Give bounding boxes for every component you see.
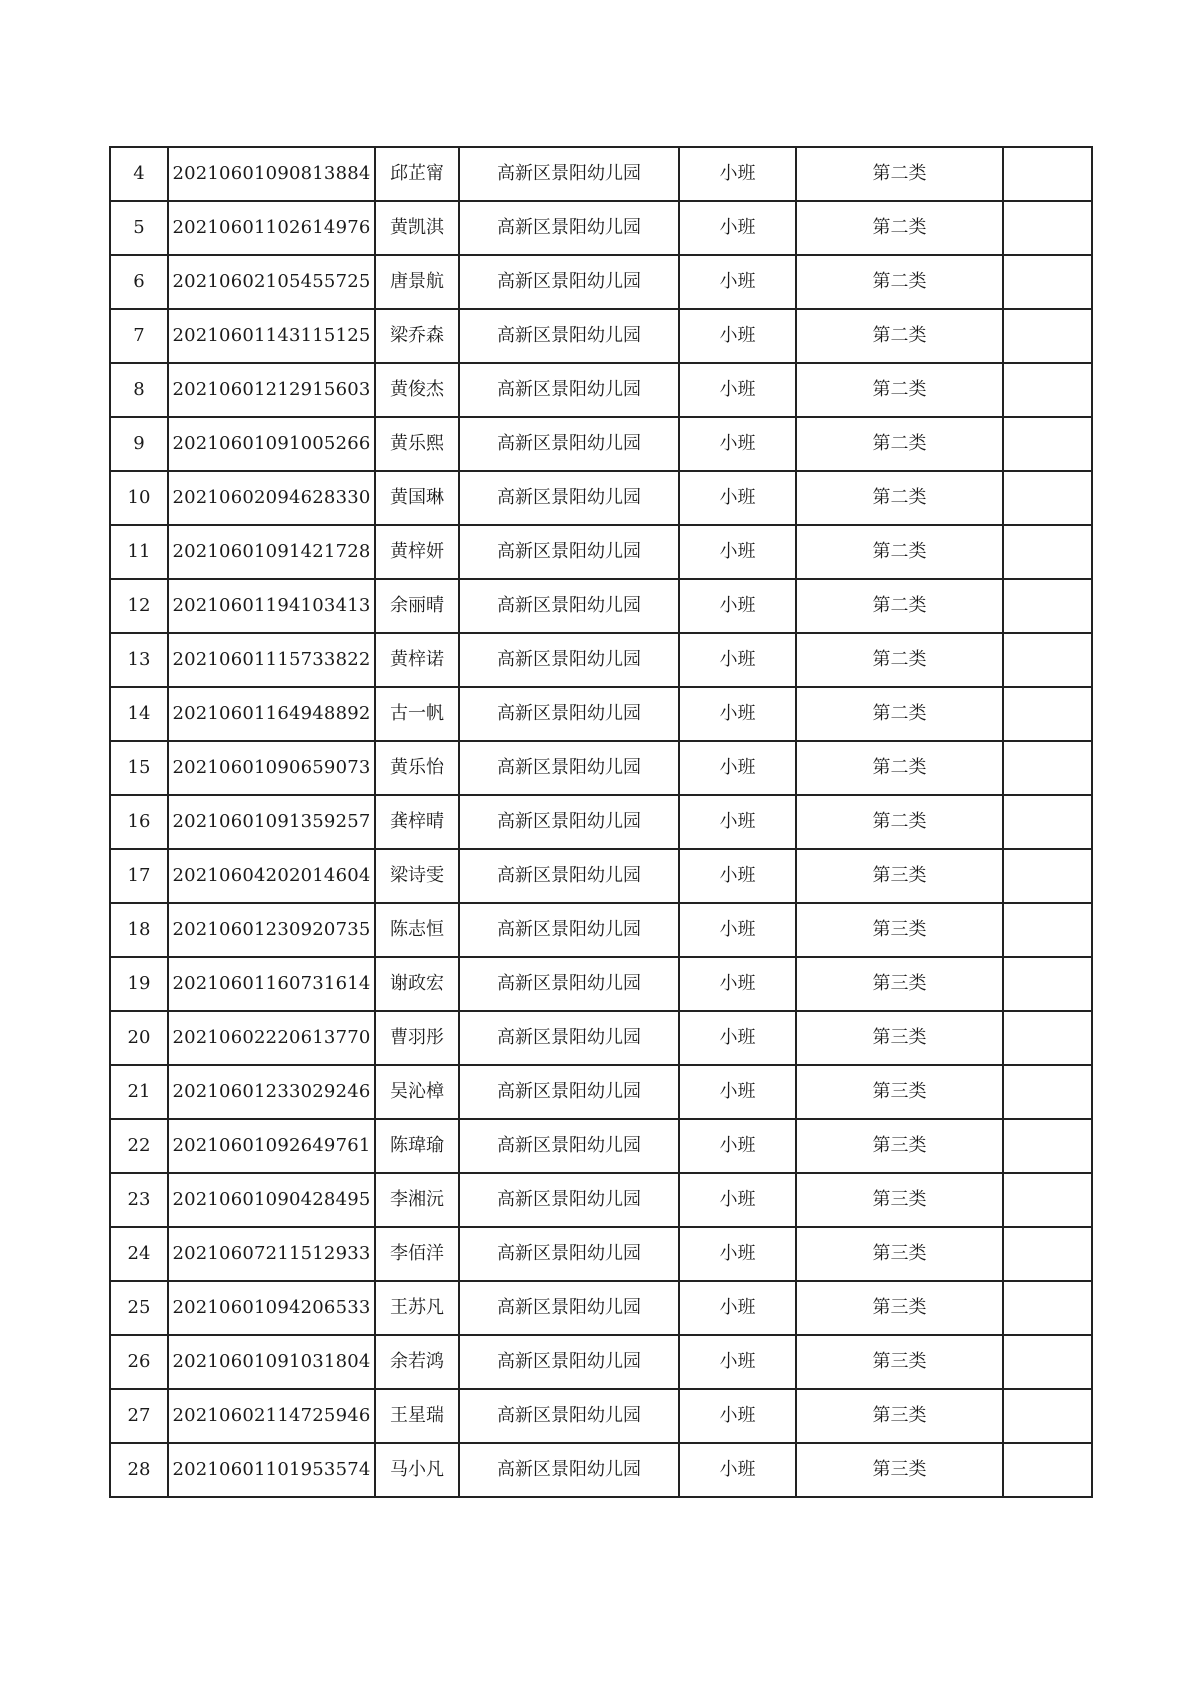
kindergarten-name: 高新区景阳幼儿园 [459, 363, 679, 417]
application-id: 20210601090428495 [168, 1173, 375, 1227]
child-name: 曹羽彤 [375, 1011, 459, 1065]
table-row [110, 1011, 1092, 1065]
admission-category: 第二类 [796, 255, 1003, 309]
class-level: 小班 [679, 417, 796, 471]
application-id: 20210601091421728 [168, 525, 375, 579]
child-name: 梁乔森 [375, 309, 459, 363]
kindergarten-name: 高新区景阳幼儿园 [459, 417, 679, 471]
row-number: 10 [110, 471, 168, 525]
admission-category: 第二类 [796, 525, 1003, 579]
application-id: 20210601101953574 [168, 1443, 375, 1497]
row-number: 7 [110, 309, 168, 363]
child-name: 陈志恒 [375, 903, 459, 957]
child-name: 李佰洋 [375, 1227, 459, 1281]
class-level: 小班 [679, 1065, 796, 1119]
application-id: 20210601194103413 [168, 579, 375, 633]
admission-category: 第三类 [796, 1335, 1003, 1389]
admission-category: 第三类 [796, 1173, 1003, 1227]
child-name: 邱芷甯 [375, 147, 459, 201]
application-id: 20210601230920735 [168, 903, 375, 957]
class-level: 小班 [679, 795, 796, 849]
remarks [1003, 1281, 1092, 1335]
class-level: 小班 [679, 1119, 796, 1173]
child-name: 谢政宏 [375, 957, 459, 1011]
table-row [110, 1389, 1092, 1443]
remarks [1003, 309, 1092, 363]
application-id: 20210601091359257 [168, 795, 375, 849]
application-id: 20210601094206533 [168, 1281, 375, 1335]
enrollment-table [109, 146, 1093, 1498]
row-number: 11 [110, 525, 168, 579]
class-level: 小班 [679, 471, 796, 525]
row-number: 14 [110, 687, 168, 741]
admission-category: 第二类 [796, 147, 1003, 201]
class-level: 小班 [679, 525, 796, 579]
table-row [110, 849, 1092, 903]
kindergarten-name: 高新区景阳幼儿园 [459, 1389, 679, 1443]
application-id: 20210601091031804 [168, 1335, 375, 1389]
remarks [1003, 471, 1092, 525]
row-number: 28 [110, 1443, 168, 1497]
remarks [1003, 147, 1092, 201]
class-level: 小班 [679, 1011, 796, 1065]
class-level: 小班 [679, 1227, 796, 1281]
remarks [1003, 1173, 1092, 1227]
remarks [1003, 525, 1092, 579]
application-id: 20210601091005266 [168, 417, 375, 471]
application-id: 20210601090813884 [168, 147, 375, 201]
child-name: 龚梓晴 [375, 795, 459, 849]
remarks [1003, 1389, 1092, 1443]
table-row [110, 579, 1092, 633]
child-name: 吴沁樟 [375, 1065, 459, 1119]
row-number: 21 [110, 1065, 168, 1119]
row-number: 13 [110, 633, 168, 687]
kindergarten-name: 高新区景阳幼儿园 [459, 1227, 679, 1281]
admission-category: 第三类 [796, 957, 1003, 1011]
row-number: 5 [110, 201, 168, 255]
kindergarten-name: 高新区景阳幼儿园 [459, 471, 679, 525]
table-row [110, 633, 1092, 687]
application-id: 20210601092649761 [168, 1119, 375, 1173]
table-row [110, 363, 1092, 417]
application-id: 20210601143115125 [168, 309, 375, 363]
class-level: 小班 [679, 1173, 796, 1227]
row-number: 9 [110, 417, 168, 471]
class-level: 小班 [679, 849, 796, 903]
row-number: 23 [110, 1173, 168, 1227]
kindergarten-name: 高新区景阳幼儿园 [459, 309, 679, 363]
application-id: 20210601164948892 [168, 687, 375, 741]
application-id: 20210601233029246 [168, 1065, 375, 1119]
row-number: 17 [110, 849, 168, 903]
admission-category: 第二类 [796, 579, 1003, 633]
remarks [1003, 687, 1092, 741]
kindergarten-name: 高新区景阳幼儿园 [459, 903, 679, 957]
child-name: 黄国琳 [375, 471, 459, 525]
kindergarten-name: 高新区景阳幼儿园 [459, 633, 679, 687]
admission-category: 第二类 [796, 417, 1003, 471]
admission-category: 第三类 [796, 903, 1003, 957]
table-row [110, 903, 1092, 957]
child-name: 黄梓妍 [375, 525, 459, 579]
application-id: 20210601160731614 [168, 957, 375, 1011]
admission-category: 第二类 [796, 201, 1003, 255]
table-row [110, 201, 1092, 255]
table-row [110, 1281, 1092, 1335]
table-row [110, 1443, 1092, 1497]
child-name: 陈瑋瑜 [375, 1119, 459, 1173]
table-row [110, 957, 1092, 1011]
class-level: 小班 [679, 201, 796, 255]
admission-category: 第三类 [796, 1443, 1003, 1497]
application-id: 20210601090659073 [168, 741, 375, 795]
table-row [110, 525, 1092, 579]
admission-category: 第三类 [796, 1119, 1003, 1173]
kindergarten-name: 高新区景阳幼儿园 [459, 255, 679, 309]
admission-category: 第二类 [796, 309, 1003, 363]
row-number: 25 [110, 1281, 168, 1335]
kindergarten-name: 高新区景阳幼儿园 [459, 147, 679, 201]
kindergarten-name: 高新区景阳幼儿园 [459, 1119, 679, 1173]
admission-category: 第三类 [796, 849, 1003, 903]
table-row [110, 741, 1092, 795]
table-row [110, 795, 1092, 849]
kindergarten-name: 高新区景阳幼儿园 [459, 1335, 679, 1389]
row-number: 18 [110, 903, 168, 957]
admission-category: 第二类 [796, 795, 1003, 849]
class-level: 小班 [679, 579, 796, 633]
class-level: 小班 [679, 1443, 796, 1497]
row-number: 27 [110, 1389, 168, 1443]
application-id: 20210601115733822 [168, 633, 375, 687]
child-name: 王星瑞 [375, 1389, 459, 1443]
row-number: 6 [110, 255, 168, 309]
child-name: 马小凡 [375, 1443, 459, 1497]
child-name: 王苏凡 [375, 1281, 459, 1335]
table-row [110, 309, 1092, 363]
class-level: 小班 [679, 1389, 796, 1443]
admission-category: 第三类 [796, 1065, 1003, 1119]
table-row [110, 255, 1092, 309]
table-row [110, 147, 1092, 201]
row-number: 4 [110, 147, 168, 201]
admission-category: 第二类 [796, 687, 1003, 741]
class-level: 小班 [679, 633, 796, 687]
application-id: 20210602105455725 [168, 255, 375, 309]
application-id: 20210602114725946 [168, 1389, 375, 1443]
remarks [1003, 255, 1092, 309]
class-level: 小班 [679, 1281, 796, 1335]
application-id: 20210604202014604 [168, 849, 375, 903]
application-id: 20210602094628330 [168, 471, 375, 525]
table-row [110, 1173, 1092, 1227]
remarks [1003, 849, 1092, 903]
remarks [1003, 417, 1092, 471]
table-row [110, 471, 1092, 525]
kindergarten-name: 高新区景阳幼儿园 [459, 1443, 679, 1497]
remarks [1003, 795, 1092, 849]
admission-category: 第三类 [796, 1389, 1003, 1443]
row-number: 20 [110, 1011, 168, 1065]
kindergarten-name: 高新区景阳幼儿园 [459, 525, 679, 579]
application-id: 20210602220613770 [168, 1011, 375, 1065]
application-id: 20210607211512933 [168, 1227, 375, 1281]
class-level: 小班 [679, 957, 796, 1011]
remarks [1003, 1011, 1092, 1065]
row-number: 26 [110, 1335, 168, 1389]
child-name: 余丽晴 [375, 579, 459, 633]
application-id: 20210601212915603 [168, 363, 375, 417]
class-level: 小班 [679, 1335, 796, 1389]
class-level: 小班 [679, 687, 796, 741]
kindergarten-name: 高新区景阳幼儿园 [459, 1173, 679, 1227]
class-level: 小班 [679, 255, 796, 309]
admission-category: 第二类 [796, 741, 1003, 795]
table-row [110, 1119, 1092, 1173]
admission-category: 第二类 [796, 633, 1003, 687]
admission-category: 第二类 [796, 363, 1003, 417]
table-row [110, 1065, 1092, 1119]
remarks [1003, 1065, 1092, 1119]
kindergarten-name: 高新区景阳幼儿园 [459, 741, 679, 795]
child-name: 李湘沅 [375, 1173, 459, 1227]
application-id: 20210601102614976 [168, 201, 375, 255]
remarks [1003, 741, 1092, 795]
remarks [1003, 201, 1092, 255]
remarks [1003, 1119, 1092, 1173]
child-name: 黄凯淇 [375, 201, 459, 255]
kindergarten-name: 高新区景阳幼儿园 [459, 687, 679, 741]
child-name: 黄乐怡 [375, 741, 459, 795]
child-name: 黄乐熙 [375, 417, 459, 471]
admission-category: 第三类 [796, 1281, 1003, 1335]
remarks [1003, 1443, 1092, 1497]
remarks [1003, 633, 1092, 687]
kindergarten-name: 高新区景阳幼儿园 [459, 579, 679, 633]
remarks [1003, 1227, 1092, 1281]
admission-category: 第三类 [796, 1011, 1003, 1065]
row-number: 22 [110, 1119, 168, 1173]
child-name: 黄俊杰 [375, 363, 459, 417]
class-level: 小班 [679, 363, 796, 417]
class-level: 小班 [679, 309, 796, 363]
row-number: 16 [110, 795, 168, 849]
kindergarten-name: 高新区景阳幼儿园 [459, 201, 679, 255]
class-level: 小班 [679, 147, 796, 201]
remarks [1003, 1335, 1092, 1389]
row-number: 12 [110, 579, 168, 633]
kindergarten-name: 高新区景阳幼儿园 [459, 1011, 679, 1065]
kindergarten-name: 高新区景阳幼儿园 [459, 849, 679, 903]
row-number: 24 [110, 1227, 168, 1281]
table-row [110, 1227, 1092, 1281]
class-level: 小班 [679, 903, 796, 957]
remarks [1003, 903, 1092, 957]
child-name: 余若鸿 [375, 1335, 459, 1389]
kindergarten-name: 高新区景阳幼儿园 [459, 1281, 679, 1335]
remarks [1003, 579, 1092, 633]
child-name: 黄梓诺 [375, 633, 459, 687]
table-row [110, 1335, 1092, 1389]
remarks [1003, 957, 1092, 1011]
remarks [1003, 363, 1092, 417]
child-name: 古一帆 [375, 687, 459, 741]
table-row [110, 687, 1092, 741]
kindergarten-name: 高新区景阳幼儿园 [459, 1065, 679, 1119]
table-row [110, 417, 1092, 471]
class-level: 小班 [679, 741, 796, 795]
child-name: 唐景航 [375, 255, 459, 309]
table-body [110, 147, 1092, 1497]
admission-category: 第二类 [796, 471, 1003, 525]
kindergarten-name: 高新区景阳幼儿园 [459, 795, 679, 849]
child-name: 梁诗雯 [375, 849, 459, 903]
row-number: 19 [110, 957, 168, 1011]
admission-category: 第三类 [796, 1227, 1003, 1281]
row-number: 15 [110, 741, 168, 795]
row-number: 8 [110, 363, 168, 417]
kindergarten-name: 高新区景阳幼儿园 [459, 957, 679, 1011]
